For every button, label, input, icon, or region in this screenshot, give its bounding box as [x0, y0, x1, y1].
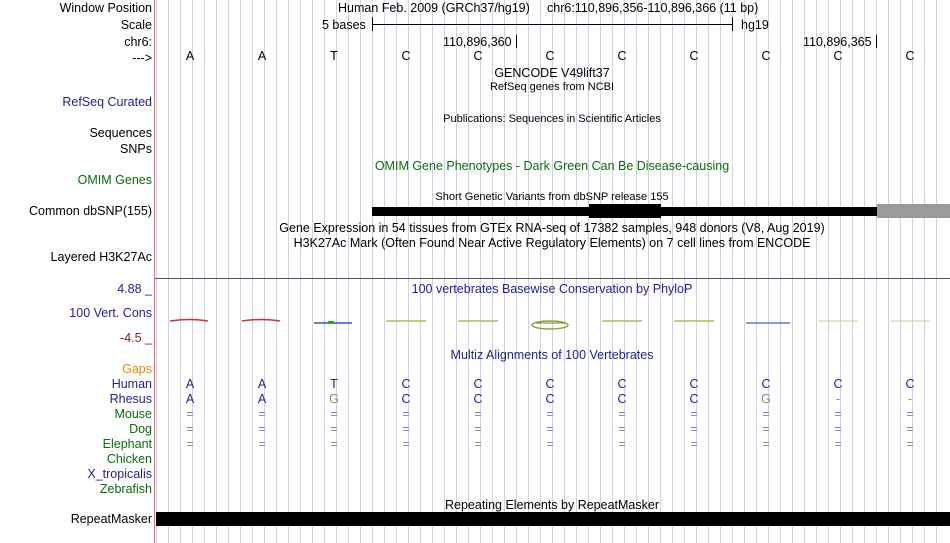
- grid-line: [444, 0, 445, 543]
- coord-2-tick: [876, 35, 877, 48]
- grid-line: [780, 0, 781, 543]
- grid-line: [228, 0, 229, 543]
- grid-line: [888, 0, 889, 543]
- dbsnp-label[interactable]: Common dbSNP(155): [29, 204, 152, 218]
- alignment-base: =: [330, 437, 338, 451]
- grid-line: [360, 0, 361, 543]
- alignment-base: C: [545, 392, 555, 406]
- grid-line: [792, 0, 793, 543]
- sequence-base: A: [185, 49, 195, 63]
- position-text[interactable]: chr6:110,896,356-110,896,366 (11 bp): [547, 1, 759, 15]
- dbsnp-variant-thick[interactable]: [589, 204, 661, 218]
- alignment-base: C: [689, 392, 699, 406]
- alignment-base: C: [473, 392, 483, 406]
- grid-line: [660, 0, 661, 543]
- cons-mark-3-highlight: [328, 321, 334, 324]
- species-label[interactable]: Mouse: [114, 407, 152, 421]
- grid-line: [192, 0, 193, 543]
- repeatmasker-bar[interactable]: [156, 512, 950, 526]
- grid-line: [168, 0, 169, 543]
- alignment-base: -: [835, 392, 841, 406]
- alignment-base: =: [834, 422, 842, 436]
- dbsnp-variant-grey[interactable]: [877, 204, 950, 218]
- scale-text: 5 bases: [322, 18, 366, 32]
- cons-mark-1: [170, 320, 208, 322]
- grid-line: [432, 0, 433, 543]
- grid-line: [768, 0, 769, 543]
- gtex-track-title[interactable]: Gene Expression in 54 tissues from GTEx RNA-seq of 17382 samples, 948 donors (V8, Aug 2019): [279, 221, 825, 235]
- alignment-base: =: [762, 422, 770, 436]
- sequence-base: C: [473, 49, 483, 63]
- chrom-label: chr6:: [124, 35, 152, 49]
- species-label[interactable]: Chicken: [106, 452, 152, 466]
- publications-track-title[interactable]: Publications: Sequences in Scientific Articles: [443, 113, 661, 125]
- alignment-base: A: [185, 377, 195, 391]
- alignment-base: =: [186, 407, 194, 421]
- grid-line: [876, 0, 877, 543]
- alignment-base: =: [906, 422, 914, 436]
- grid-line: [408, 0, 409, 543]
- species-label[interactable]: X_tropicalis: [87, 467, 152, 481]
- track-separator: [155, 278, 950, 279]
- cons-min-label: -4.5 _: [120, 331, 152, 345]
- omim-label[interactable]: OMIM Genes: [77, 173, 152, 187]
- h3k27ac-track-title[interactable]: H3K27Ac Mark (Often Found Near Active Regulatory Elements) on 7 cell lines from ENCODE: [293, 236, 811, 250]
- alignment-base: =: [402, 437, 410, 451]
- grid-line: [936, 0, 937, 543]
- sequence-base: A: [257, 49, 267, 63]
- sequences-label[interactable]: Sequences: [89, 126, 152, 140]
- snps-label[interactable]: SNPs: [120, 142, 152, 156]
- alignment-base: =: [474, 437, 482, 451]
- scale-label: Scale: [120, 18, 152, 32]
- alignment-base: =: [618, 437, 626, 451]
- sequence-base: C: [617, 49, 627, 63]
- sequence-base: T: [330, 49, 338, 63]
- grid-line: [480, 0, 481, 543]
- alignment-base: =: [762, 437, 770, 451]
- alignment-base: A: [185, 392, 195, 406]
- grid-line: [720, 0, 721, 543]
- grid-line: [648, 0, 649, 543]
- alignment-base: =: [474, 407, 482, 421]
- scale-bar: [372, 24, 732, 25]
- dbsnp-track-title[interactable]: Short Genetic Variants from dbSNP release 155: [435, 191, 669, 203]
- grid-line: [324, 0, 325, 543]
- gencode-track-title[interactable]: GENCODE V49lift37: [494, 66, 610, 80]
- gaps-label[interactable]: Gaps: [122, 362, 152, 376]
- grid-line: [204, 0, 205, 543]
- grid-line: [252, 0, 253, 543]
- omim-track-title[interactable]: OMIM Gene Phenotypes - Dark Green Can Be Disease-causing: [374, 159, 730, 173]
- alignment-base: =: [762, 407, 770, 421]
- grid-line: [348, 0, 349, 543]
- sequence-base: C: [905, 49, 915, 63]
- grid-line: [276, 0, 277, 543]
- alignment-base: C: [689, 377, 699, 391]
- sequence-base: C: [689, 49, 699, 63]
- grid-line: [732, 0, 733, 543]
- alignment-base: =: [402, 407, 410, 421]
- grid-line: [264, 0, 265, 543]
- species-label[interactable]: Dog: [129, 422, 152, 436]
- alignment-base: C: [905, 377, 915, 391]
- alignment-base: C: [545, 377, 555, 391]
- grid-line: [696, 0, 697, 543]
- species-label[interactable]: Rhesus: [109, 392, 152, 406]
- alignment-base: A: [257, 392, 267, 406]
- cons-mark-2: [242, 320, 280, 322]
- grid-line: [756, 0, 757, 543]
- alignment-base: =: [402, 422, 410, 436]
- grid-line: [900, 0, 901, 543]
- alignment-base: C: [617, 377, 627, 391]
- grid-line: [636, 0, 637, 543]
- alignment-base: G: [761, 392, 771, 406]
- grid-line: [804, 0, 805, 543]
- grid-line: [420, 0, 421, 543]
- alignment-base: =: [690, 407, 698, 421]
- grid-line: [924, 0, 925, 543]
- sequence-base: C: [401, 49, 411, 63]
- coord-1-tick: [516, 35, 517, 48]
- alignment-base: =: [834, 407, 842, 421]
- sequence-base: C: [545, 49, 555, 63]
- alignment-base: C: [617, 392, 627, 406]
- grid-line: [180, 0, 181, 543]
- alignment-base: C: [473, 377, 483, 391]
- multiz-track-title[interactable]: Multiz Alignments of 100 Vertebrates: [450, 348, 654, 362]
- sequence-base: C: [833, 49, 843, 63]
- grid-line: [828, 0, 829, 543]
- assembly-text: Human Feb. 2009 (GRCh37/hg19): [338, 1, 530, 15]
- alignment-base: =: [258, 407, 266, 421]
- repeatmasker-label[interactable]: RepeatMasker: [70, 512, 152, 526]
- repeatmasker-track-title[interactable]: Repeating Elements by RepeatMasker: [444, 498, 660, 512]
- scale-db: hg19: [741, 18, 769, 32]
- conservation-plot: [156, 312, 950, 334]
- alignment-base: =: [906, 407, 914, 421]
- scale-bar-right-tick: [732, 17, 733, 31]
- alignment-base: =: [546, 437, 554, 451]
- grid-line: [336, 0, 337, 543]
- alignment-base: T: [330, 377, 338, 391]
- grid-line: [240, 0, 241, 543]
- alignment-base: =: [834, 437, 842, 451]
- alignment-base: =: [690, 422, 698, 436]
- grid-line: [156, 0, 157, 543]
- alignment-base: =: [330, 422, 338, 436]
- alignment-base: C: [401, 377, 411, 391]
- grid-line: [624, 0, 625, 543]
- alignment-base: =: [474, 422, 482, 436]
- alignment-base: =: [906, 437, 914, 451]
- alignment-base: C: [401, 392, 411, 406]
- sequence-base: C: [761, 49, 771, 63]
- label-gutter-divider: [154, 0, 155, 543]
- alignment-base: =: [618, 422, 626, 436]
- species-label[interactable]: Zebrafish: [99, 482, 152, 496]
- alignment-base: -: [907, 392, 913, 406]
- grid-line: [300, 0, 301, 543]
- alignment-base: C: [761, 377, 771, 391]
- alignment-base: A: [257, 377, 267, 391]
- grid-line: [216, 0, 217, 543]
- alignment-base: =: [330, 407, 338, 421]
- grid-line: [672, 0, 673, 543]
- species-label[interactable]: Human: [111, 377, 152, 391]
- grid-line: [744, 0, 745, 543]
- alignment-base: =: [546, 407, 554, 421]
- grid-line: [456, 0, 457, 543]
- coord-2: 110,896,365: [803, 35, 872, 49]
- grid-line: [384, 0, 385, 543]
- grid-line: [312, 0, 313, 543]
- alignment-base: =: [186, 422, 194, 436]
- coord-1: 110,896,360: [443, 35, 512, 49]
- grid-line: [708, 0, 709, 543]
- grid-line: [468, 0, 469, 543]
- grid-line: [864, 0, 865, 543]
- grid-line: [372, 0, 373, 543]
- cons-track-title[interactable]: 100 vertebrates Basewise Conservation by PhyloP: [411, 282, 693, 296]
- grid-line: [396, 0, 397, 543]
- alignment-base: =: [690, 437, 698, 451]
- h3k27ac-label[interactable]: Layered H3K27Ac: [50, 250, 152, 264]
- alignment-base: =: [186, 437, 194, 451]
- strand-label: --->: [132, 51, 152, 65]
- alignment-base: =: [618, 407, 626, 421]
- cons-label[interactable]: 100 Vert. Cons: [69, 306, 152, 320]
- alignment-base: G: [329, 392, 339, 406]
- alignment-base: =: [258, 422, 266, 436]
- cons-max-label: 4.88 _: [117, 282, 152, 296]
- alignment-base: =: [546, 422, 554, 436]
- grid-line: [288, 0, 289, 543]
- grid-line: [840, 0, 841, 543]
- grid-line: [816, 0, 817, 543]
- refseq-label[interactable]: RefSeq Curated: [62, 95, 152, 109]
- window-position-label: Window Position: [59, 1, 152, 15]
- cons-mark-6: [532, 321, 568, 329]
- grid-line: [912, 0, 913, 543]
- alignment-base: =: [258, 437, 266, 451]
- grid-line: [852, 0, 853, 543]
- refseq-track-title[interactable]: RefSeq genes from NCBI: [489, 81, 615, 93]
- grid-line: [684, 0, 685, 543]
- alignment-base: C: [833, 377, 843, 391]
- species-label[interactable]: Elephant: [102, 437, 152, 451]
